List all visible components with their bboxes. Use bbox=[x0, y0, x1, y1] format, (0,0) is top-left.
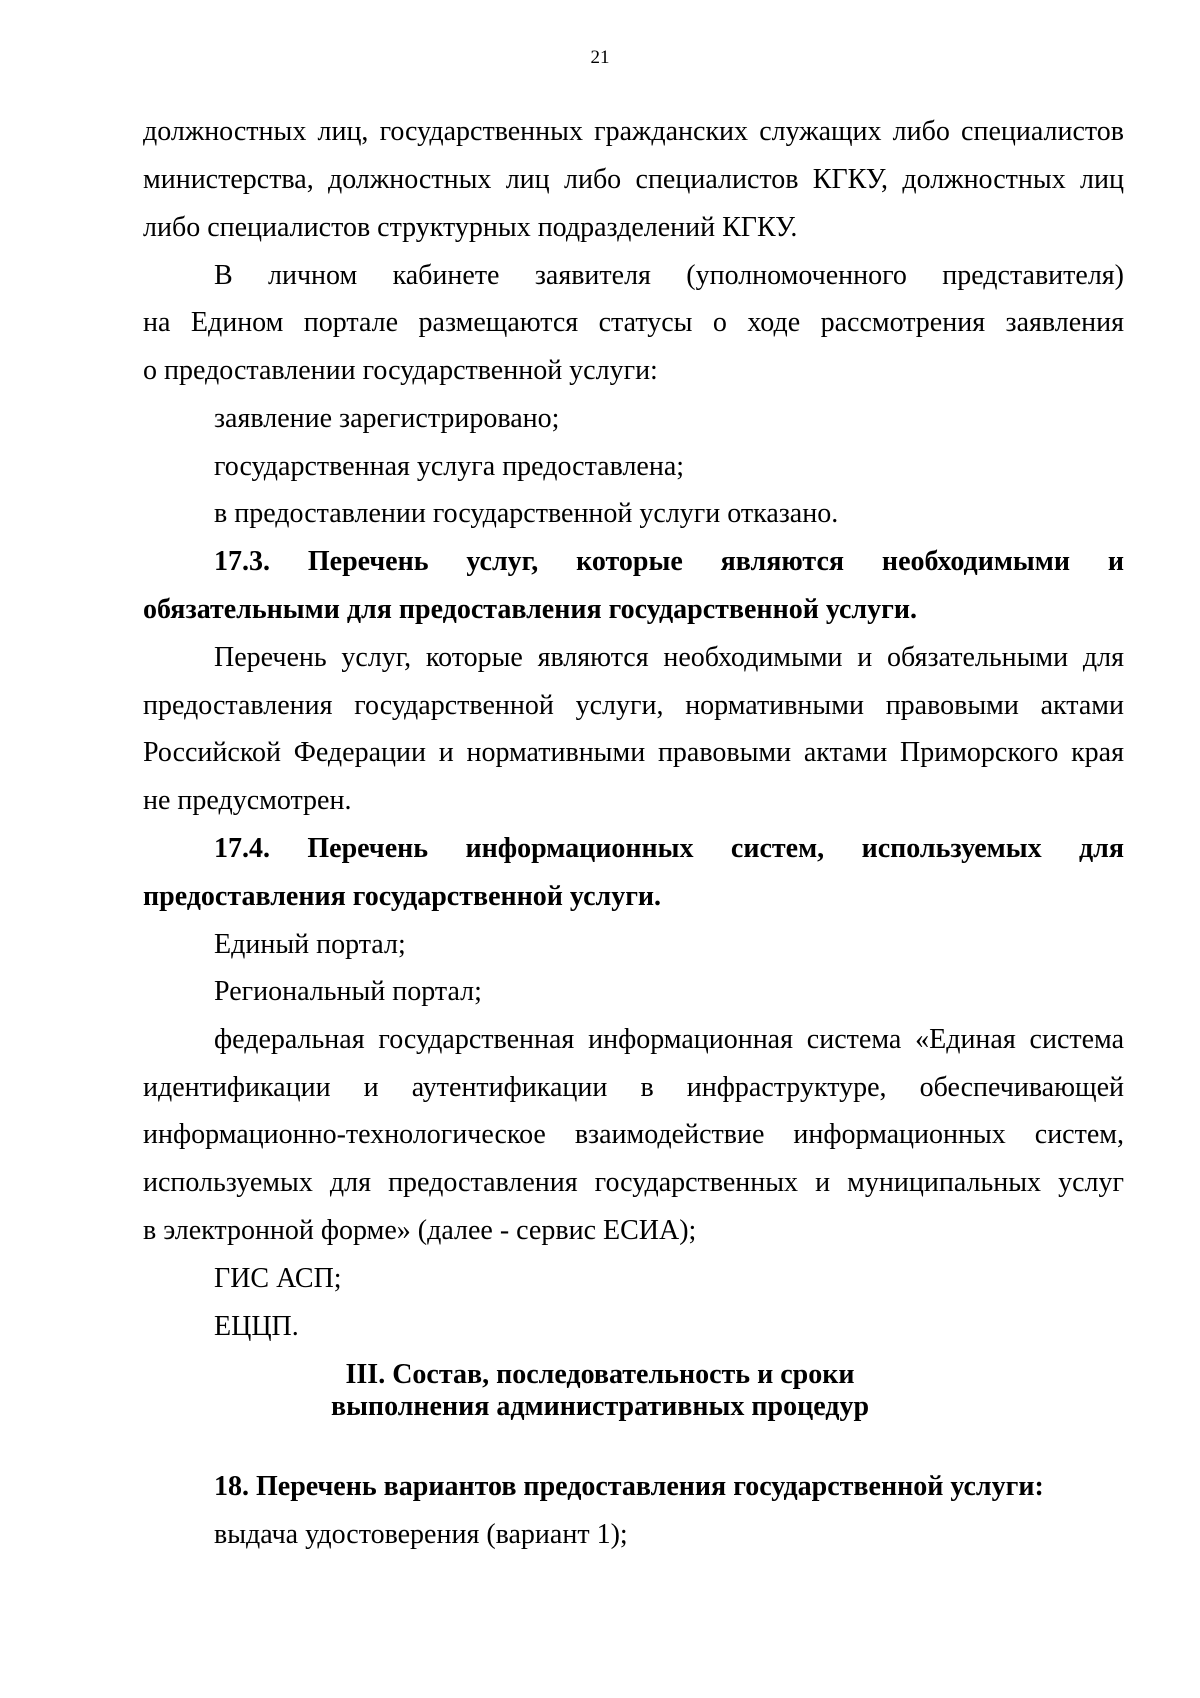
section-heading: 18. Перечень вариантов предоставления государственной услуги: bbox=[214, 1471, 1044, 1502]
chapter-title: III. Состав, последовательность и сроки bbox=[345, 1359, 855, 1390]
status-item: государственная услуга предоставлена; bbox=[214, 451, 685, 482]
section-heading: 17.3. Перечень услуг, которые являются необходимыми и bbox=[214, 546, 1124, 577]
paragraph-line: В личном кабинете заявителя (уполномоченного представителя) bbox=[214, 260, 1124, 291]
paragraph-line: федеральная государственная информационная система «Единая система bbox=[214, 1024, 1124, 1055]
paragraph-line: Российской Федерации и нормативными правовыми актами Приморского края bbox=[143, 737, 1124, 768]
paragraph-line: не предусмотрен. bbox=[143, 785, 352, 816]
status-item: в предоставлении государственной услуги отказано. bbox=[214, 498, 839, 529]
paragraph-line: информационно-технологическое взаимодействие информационных систем, bbox=[143, 1119, 1124, 1150]
section-heading: обязательными для предоставления государственной услуги. bbox=[143, 594, 917, 625]
page-number: 21 bbox=[590, 47, 610, 68]
system-item: ЕЦЦП. bbox=[214, 1311, 299, 1342]
paragraph-line: предоставления государственной услуги, нормативными правовыми актами bbox=[143, 690, 1124, 721]
section-heading: 17.4. Перечень информационных систем, используемых для bbox=[214, 833, 1124, 864]
paragraph-line: должностных лиц, государственных гражданских служащих либо специалистов bbox=[143, 116, 1124, 147]
section-heading: предоставления государственной услуги. bbox=[143, 881, 662, 912]
chapter-title: выполнения административных процедур bbox=[330, 1391, 870, 1422]
paragraph-line: Перечень услуг, которые являются необходимыми и обязательными для bbox=[214, 642, 1124, 673]
paragraph-line: либо специалистов структурных подразделений КГКУ. bbox=[143, 212, 798, 243]
paragraph-line: используемых для предоставления государственных и муниципальных услуг bbox=[143, 1167, 1124, 1198]
paragraph-line: министерства, должностных лиц либо специалистов КГКУ, должностных лиц bbox=[143, 164, 1124, 195]
paragraph-line: о предоставлении государственной услуги: bbox=[143, 355, 658, 386]
status-item: заявление зарегистрировано; bbox=[214, 403, 560, 434]
system-item: Единый портал; bbox=[214, 929, 406, 960]
paragraph-line: идентификации и аутентификации в инфраструктуре, обеспечивающей bbox=[143, 1072, 1124, 1103]
system-item: Региональный портал; bbox=[214, 976, 482, 1007]
paragraph-line: на Едином портале размещаются статусы о ходе рассмотрения заявления bbox=[143, 307, 1124, 338]
system-item: ГИС АСП; bbox=[214, 1263, 342, 1294]
paragraph-line: в электронной форме» (далее - сервис ЕСИА); bbox=[143, 1215, 697, 1246]
variant-item: выдача удостоверения (вариант 1); bbox=[214, 1519, 628, 1550]
